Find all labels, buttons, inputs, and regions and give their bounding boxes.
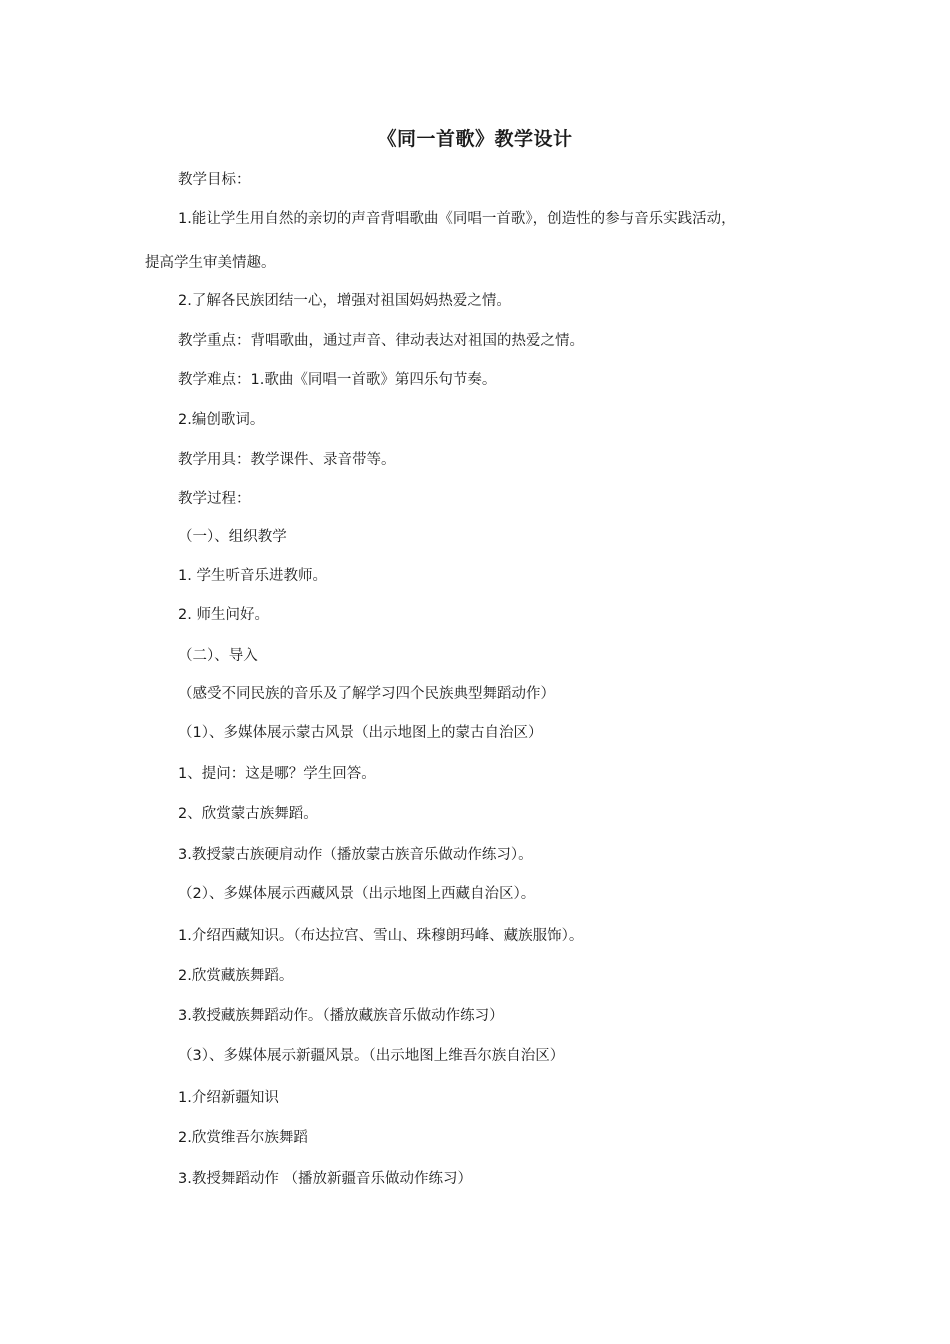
- goal-1-line-2: 提高学生审美情趣。: [145, 255, 276, 271]
- subsection-tibet: （2）、多媒体展示西藏风景（出示地图上西藏自治区）。: [178, 886, 536, 902]
- section-1-heading: （一）、组织教学: [178, 529, 287, 545]
- subsection-mongolia: （1）、多媒体展示蒙古风景（出示地图上的蒙古自治区）: [178, 725, 543, 741]
- difficulty-2: 2.编创歌词。: [178, 412, 265, 428]
- section-2-note: （感受不同民族的音乐及了解学习四个民族典型舞蹈动作）: [178, 686, 555, 702]
- teaching-materials: 教学用具：教学课件、录音带等。: [178, 452, 396, 468]
- mongolia-item-2: 2、欣赏蒙古族舞蹈。: [178, 806, 318, 822]
- xinjiang-item-2: 2.欣赏维吾尔族舞蹈: [178, 1130, 308, 1146]
- tibet-item-2: 2.欣赏藏族舞蹈。: [178, 968, 294, 984]
- tibet-item-3: 3.教授藏族舞蹈动作。（播放藏族音乐做动作练习）: [178, 1008, 504, 1024]
- teaching-focus: 教学重点：背唱歌曲，通过声音、律动表达对祖国的热爱之情。: [178, 333, 584, 349]
- section-1-item-1: 1. 学生听音乐进教师。: [178, 568, 327, 584]
- xinjiang-item-3: 3.教授舞蹈动作 （播放新疆音乐做动作练习）: [178, 1171, 472, 1187]
- teaching-goals-heading: 教学目标：: [178, 172, 251, 188]
- teaching-process-heading: 教学过程：: [178, 491, 251, 507]
- mongolia-item-3: 3.教授蒙古族硬肩动作（播放蒙古族音乐做动作练习）。: [178, 847, 533, 863]
- subsection-xinjiang: （3）、多媒体展示新疆风景。（出示地图上维吾尔族自治区）: [178, 1048, 565, 1064]
- teaching-difficulty: 教学难点：1.歌曲《同唱一首歌》第四乐句节奏。: [178, 372, 497, 388]
- goal-1-line-1: 1.能让学生用自然的亲切的声音背唱歌曲《同唱一首歌》，创造性的参与音乐实践活动，: [178, 211, 736, 227]
- section-2-heading: （二）、导入: [178, 648, 258, 664]
- mongolia-item-1: 1、提问：这是哪？学生回答。: [178, 766, 376, 782]
- xinjiang-item-1: 1.介绍新疆知识: [178, 1090, 279, 1106]
- tibet-item-1: 1.介绍西藏知识。（布达拉宫、雪山、珠穆朗玛峰、藏族服饰）。: [178, 928, 584, 944]
- document-title: 《同一首歌》教学设计: [377, 128, 573, 150]
- section-1-item-2: 2. 师生问好。: [178, 607, 269, 623]
- goal-2: 2.了解各民族团结一心，增强对祖国妈妈热爱之情。: [178, 293, 511, 309]
